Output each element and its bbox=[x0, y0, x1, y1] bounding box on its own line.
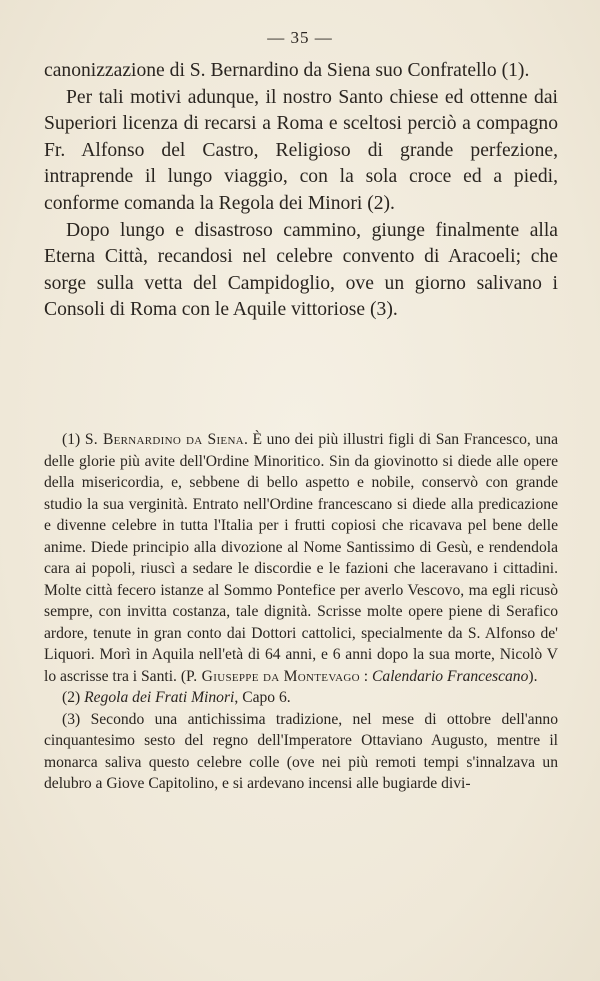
footnote-1-separator: : bbox=[359, 667, 373, 685]
paragraph-2: Per tali motivi adunque, il nostro Santo chiese ed ottenne dai Superiori licenza di recarsi a Roma e sceltosi perciò a compagno Fr. Alfonso del Castro, Religioso di grande perfezione, intraprende il lungo viaggio, con la sola croce ed a piedi, conforme comanda la Regola dei Minori (2). bbox=[44, 86, 558, 214]
footnote-1-subject: S. Bernardino da Siena bbox=[84, 431, 244, 448]
paragraph-3: Dopo lungo e disastroso cammino, giunge finalmente alla Eterna Città, recandosi nel celebre convento di Aracoeli; che sorge sulla vetta del Campidoglio, ove un giorno salivano i Consoli di Roma con le Aquile vittoriose (3). bbox=[44, 219, 558, 321]
footnote-3 bbox=[44, 709, 558, 795]
footnote-2 bbox=[44, 687, 558, 709]
footnote-2-text: , Capo 6. bbox=[234, 689, 291, 706]
footnote-1-work: Calendario Francescano bbox=[372, 667, 529, 685]
footnotes bbox=[44, 429, 558, 795]
paragraph-1: canonizzazione di S. Bernardino da Siena suo Confratello (1). bbox=[44, 60, 530, 81]
footnote-1-marker: (1) bbox=[62, 431, 85, 448]
footnote-2-work: Regola dei Frati Minori bbox=[84, 689, 235, 706]
footnote-3-text: Secondo una antichissima tradizione, nel mese di ottobre dell'anno cinquantesimo sesto del regno dell'Imperatore Ottaviano Augusto, mentre il monarca saliva questo celebre colle (ove nei più remoti tempi s'innalzava un delubro a Giove Capitolino, e si ardevano incensi alle bugiarde divi- bbox=[44, 710, 558, 792]
footnote-2-marker: (2) bbox=[62, 689, 85, 706]
footnote-1-end: ). bbox=[528, 667, 538, 685]
main-text bbox=[44, 58, 558, 324]
footnote-1-author: P. Giuseppe da Montevago bbox=[186, 667, 360, 685]
footnote-1 bbox=[44, 429, 558, 687]
footnote-1-text: . È uno dei più illustri figli di San Francesco, una delle glorie più avite dell'Ordine Minoritico. Sin da giovinotto si diede alle opere della misericordia, e, sebbene di bello aspetto e nobile, conservò con grande studio la sua verginità. Entrato nell'Ordine francescano si diede alla predicazione e divenne celebre in tutta l'Italia per i frutti copiosi che ricavava pel bene delle anime. Diede principio alla divozione al Nome Santissimo di Gesù, e rendendola cara ai popoli, riuscì a sedare le discordie e le fazioni che laceravano i cittadini. Molte città fecero istanze al Sommo Pontefice per averlo Vescovo, ma egli ricusò sempre, con invitta costanza, tale dignità. Scrisse molte opere piene di Serafico ardore, tenute in gran conto dai Dottori cattolici, specialmente da S. Alfonso de' Liquori. Morì in Aquila nell'età di 64 anni, e 6 anni dopo la sua morte, Nicolò V lo ascrisse tra i Santi. ( bbox=[44, 431, 558, 685]
page-number: — 35 — bbox=[267, 28, 333, 47]
footnote-3-marker: (3) bbox=[62, 710, 91, 728]
